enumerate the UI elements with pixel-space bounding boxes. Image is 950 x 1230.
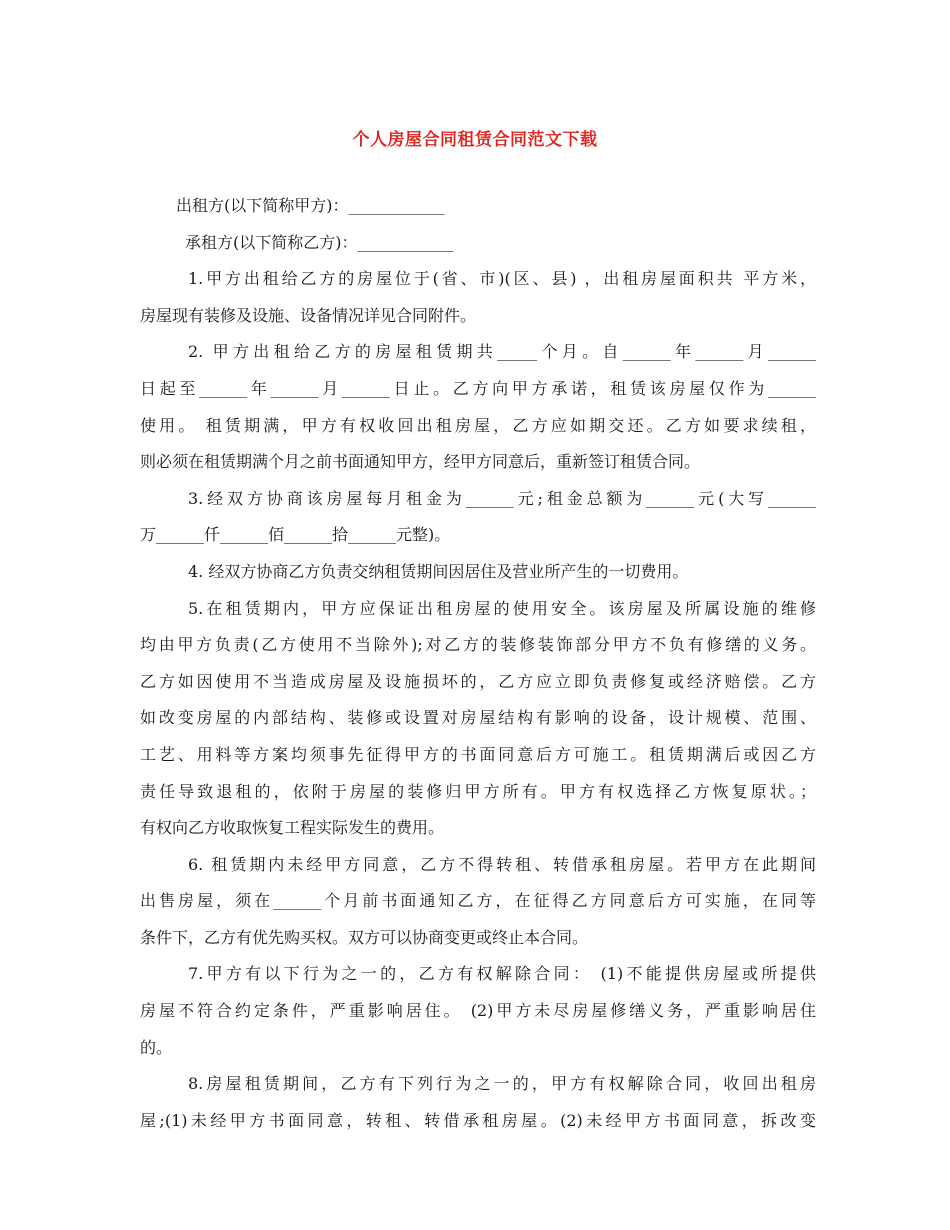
clause-7-line: 的。: [140, 1037, 173, 1057]
clause-5-line: 有权向乙方收取恢复工程实际发生的费用。: [140, 818, 445, 838]
clause-7-line: 房屋不符合约定条件，严重影响居住。 (2)甲方未尽房屋修缮义务，严重影响居住: [140, 1001, 816, 1021]
clause-1-line: 1.甲方出租给乙方的房屋位于(省、市)(区、县) ，出租房屋面积共 平方米，: [188, 269, 816, 289]
clause-4-line: 4. 经双方协商乙方负责交纳租赁期间因居住及营业所产生的一切费用。: [188, 561, 689, 581]
clause-5-line: 均由甲方负责(乙方使用不当除外);对乙方的装修装饰部分甲方不负有修缮的义务。: [140, 635, 816, 655]
document-body: [140, 188, 816, 1139]
clause-8-line: 8.房屋租赁期间，乙方有下列行为之一的，甲方有权解除合同，收回出租房: [188, 1074, 816, 1094]
clause-2-line: 2. 甲方出租给乙方的房屋租赁期共_____个月。自______年______月______: [188, 342, 816, 362]
lessee-line: 承租方(以下简称乙方)：____________: [185, 232, 454, 252]
clause-6-line: 条件下，乙方有优先购买权。双方可以协商变更或终止本合同。: [140, 927, 589, 947]
clause-2-line: 使用。 租赁期满，甲方有权收回出租房屋，乙方应如期交还。乙方如要求续租，: [140, 415, 816, 435]
clause-5-line: 责任导致退租的，依附于房屋的装修归甲方所有。甲方有权选择乙方恢复原状。；: [140, 781, 816, 801]
clause-5-line: 如改变房屋的内部结构、装修或设置对房屋结构有影响的设备，设计规模、范围、: [140, 708, 816, 728]
clause-6-line: 6. 租赁期内未经甲方同意，乙方不得转租、转借承租房屋。若甲方在此期间: [188, 854, 816, 874]
clause-5-line: 乙方如因使用不当造成房屋及设施损坏的，乙方应立即负责修复或经济赔偿。乙方: [140, 671, 816, 691]
clause-8-line: 屋;(1)未经甲方书面同意，转租、转借承租房屋。(2)未经甲方书面同意，拆改变: [140, 1110, 816, 1130]
lessor-line: 出租方(以下简称甲方)：____________: [176, 196, 445, 215]
clause-3-line: 万______仟______佰______拾______元整)。: [140, 525, 451, 545]
document-title: 个人房屋合同租赁合同范文下载: [352, 130, 598, 150]
clause-6-line: 出售房屋，须在______个月前书面通知乙方，在征得乙方同意后方可实施，在同等: [140, 891, 816, 911]
clause-2-line: 则必须在租赁期满个月之前书面通知甲方，经甲方同意后，重新签订租赁合同。: [140, 452, 701, 472]
clause-1-line: 房屋现有装修及设施、设备情况详见合同附件。: [140, 305, 477, 325]
clause-7-line: 7.甲方有以下行为之一的，乙方有权解除合同： (1)不能提供房屋或所提供: [188, 964, 816, 984]
clause-5-line: 工艺、用料等方案均须事先征得甲方的书面同意后方可施工。租赁期满后或因乙方: [140, 744, 816, 764]
clause-5-line: 5.在租赁期内，甲方应保证出租房屋的使用安全。该房屋及所属设施的维修: [188, 598, 816, 618]
clause-3-line: 3.经双方协商该房屋每月租金为______元;租金总额为______元(大写______: [188, 488, 816, 508]
clause-2-line: 日起至______年______月______日止。乙方向甲方承诺，租赁该房屋仅作为______: [140, 378, 816, 398]
